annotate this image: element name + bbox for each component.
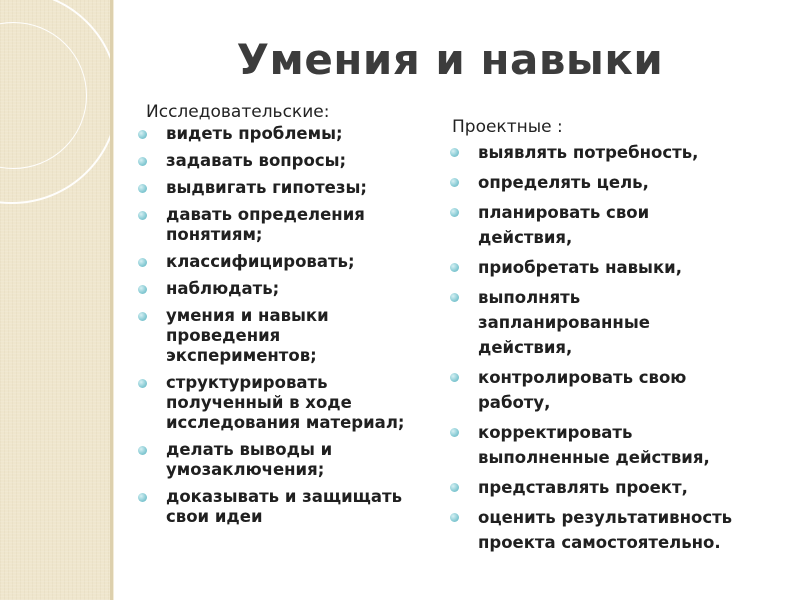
- list-item-text: структурировать полученный в ходе исследования материал;: [166, 373, 405, 432]
- list-item: [450, 170, 790, 195]
- list-item: [138, 252, 438, 272]
- bullet-icon: [450, 513, 459, 522]
- research-skills-heading: Исследовательские:: [146, 102, 330, 122]
- list-item-text: выполнять запланированные действия,: [478, 288, 650, 357]
- list-item: [450, 285, 790, 360]
- bullet-icon: [138, 493, 147, 502]
- project-skills-heading: Проектные :: [452, 117, 563, 137]
- bullet-icon: [138, 130, 147, 139]
- list-item-text: давать определения понятиям;: [166, 205, 365, 244]
- slide-title: Умения и навыки: [236, 35, 664, 84]
- list-item-text: контролировать свою работу,: [478, 368, 687, 412]
- bullet-icon: [450, 263, 459, 272]
- bullet-icon: [138, 312, 147, 321]
- list-item-text: определять цель,: [478, 173, 649, 192]
- list-item: [450, 140, 790, 165]
- list-item-text: корректировать выполненные действия,: [478, 423, 710, 467]
- list-item-text: делать выводы и умозаключения;: [166, 440, 333, 479]
- list-item-text: видеть проблемы;: [166, 124, 343, 143]
- list-item-text: доказывать и защищать свои идеи: [166, 487, 403, 526]
- list-item-text: наблюдать;: [166, 279, 280, 298]
- list-item-text: выдвигать гипотезы;: [166, 178, 367, 197]
- bullet-icon: [138, 211, 147, 220]
- list-item: [138, 178, 438, 198]
- list-item-text: приобретать навыки,: [478, 258, 682, 277]
- list-item-text: оценить результативность проекта самостоятельно.: [478, 508, 733, 552]
- bullet-icon: [450, 428, 459, 437]
- band-divider-highlight: [113, 0, 114, 600]
- list-item: [450, 505, 790, 555]
- bullet-icon: [450, 148, 459, 157]
- list-item: [138, 373, 438, 433]
- bullet-icon: [450, 373, 459, 382]
- list-item: [450, 475, 790, 500]
- bullet-icon: [138, 258, 147, 267]
- list-item: [138, 440, 438, 480]
- list-item: [450, 365, 790, 415]
- project-skills-list: [450, 140, 790, 560]
- bullet-icon: [450, 178, 459, 187]
- list-item: [138, 124, 438, 144]
- bullet-icon: [138, 379, 147, 388]
- list-item: [450, 420, 790, 470]
- research-skills-list: [138, 124, 438, 534]
- bullet-icon: [138, 446, 147, 455]
- bullet-icon: [138, 285, 147, 294]
- list-item: [138, 306, 438, 366]
- list-item: [450, 255, 790, 280]
- list-item-text: представлять проект,: [478, 478, 688, 497]
- list-item-text: умения и навыки проведения экспериментов;: [166, 306, 329, 365]
- bullet-icon: [450, 483, 459, 492]
- list-item-text: классифицировать;: [166, 252, 355, 271]
- list-item-text: выявлять потребность,: [478, 143, 699, 162]
- bullet-icon: [138, 184, 147, 193]
- list-item: [138, 151, 438, 171]
- bullet-icon: [450, 208, 459, 217]
- decorative-side-band: [0, 0, 110, 600]
- list-item-text: задавать вопросы;: [166, 151, 347, 170]
- bullet-icon: [138, 157, 147, 166]
- list-item-text: планировать свои действия,: [478, 203, 650, 247]
- list-item: [138, 279, 438, 299]
- list-item: [450, 200, 790, 250]
- list-item: [138, 205, 438, 245]
- list-item: [138, 487, 438, 527]
- bullet-icon: [450, 293, 459, 302]
